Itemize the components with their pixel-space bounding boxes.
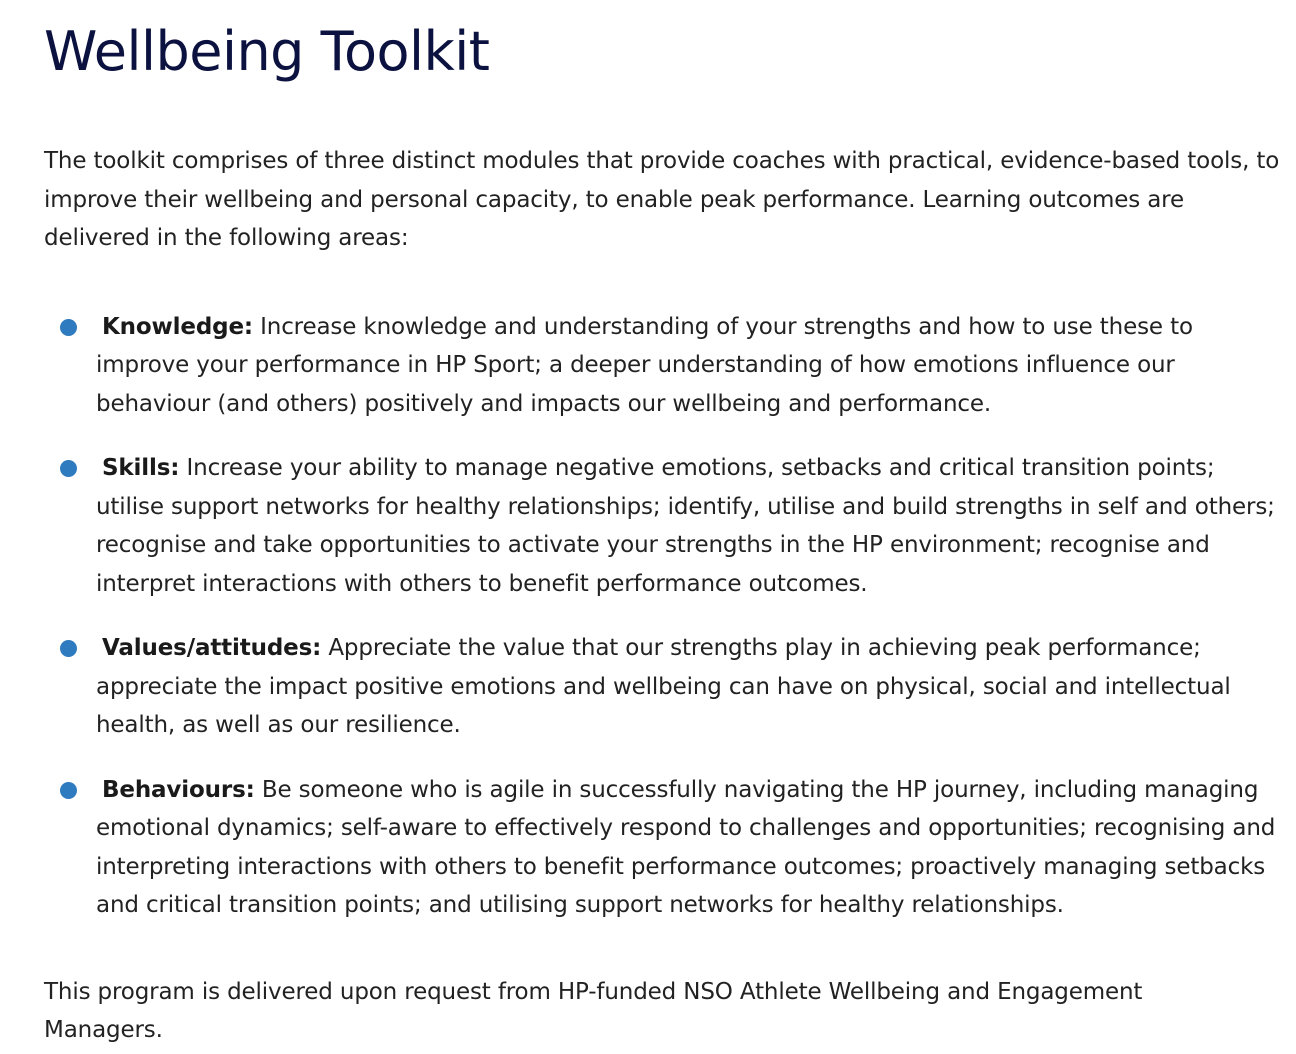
learning-outcomes-list — [44, 308, 1276, 925]
intro-paragraph: The toolkit comprises of three distinct modules that provide coaches with practical, evidence-based tools, to improve their wellbeing and personal capacity, to enable peak performance. Learning outcomes are delivered in the following areas: — [44, 148, 1280, 251]
page-title: Wellbeing Toolkit — [44, 20, 490, 83]
outcome-label: Behaviours: — [102, 776, 255, 803]
outcome-text: Increase your ability to manage negative emotions, setbacks and critical transition points; utilise support networks for healthy relationships; identify, utilise and build strengths in self and others; recognise and take opportunities to activate your strengths in the HP environment; recognise and interpret interactions with others to benefit performance outcomes. — [96, 455, 1275, 597]
outcome-text: Appreciate the value that our strengths play in achieving peak performance; appreciate the impact positive emotions and wellbeing can have on physical, social and intellectual health, as well as our resilience. — [96, 635, 1231, 738]
outcome-item-values-attitudes — [44, 629, 1276, 745]
bullet-icon — [60, 782, 77, 799]
outcome-item-behaviours — [44, 771, 1276, 925]
closing-paragraph: This program is delivered upon request from HP-funded NSO Athlete Wellbeing and Engagement Managers. — [44, 978, 1143, 1043]
outcome-label: Knowledge: — [102, 313, 253, 340]
bullet-icon — [60, 460, 77, 477]
outcome-label: Values/attitudes: — [102, 635, 322, 661]
outcome-text: Increase knowledge and understanding of your strengths and how to use these to improve your performance in HP Sport; a deeper understanding of how emotions influence our behaviour (and others) positively and impacts our wellbeing and performance. — [96, 313, 1193, 417]
bullet-icon — [60, 319, 77, 336]
outcome-label: Skills: — [102, 455, 180, 481]
bullet-icon — [60, 640, 77, 657]
outcome-item-knowledge — [44, 308, 1276, 424]
outcome-item-skills — [44, 449, 1276, 603]
outcome-text: Be someone who is agile in successfully navigating the HP journey, including managing emotional dynamics; self-aware to effectively respond to challenges and opportunities; recognising and interpreting interactions with others to benefit performance outcomes; proactively managing setbacks and critical transition points; and utilising support networks for healthy relationships. — [96, 776, 1276, 918]
